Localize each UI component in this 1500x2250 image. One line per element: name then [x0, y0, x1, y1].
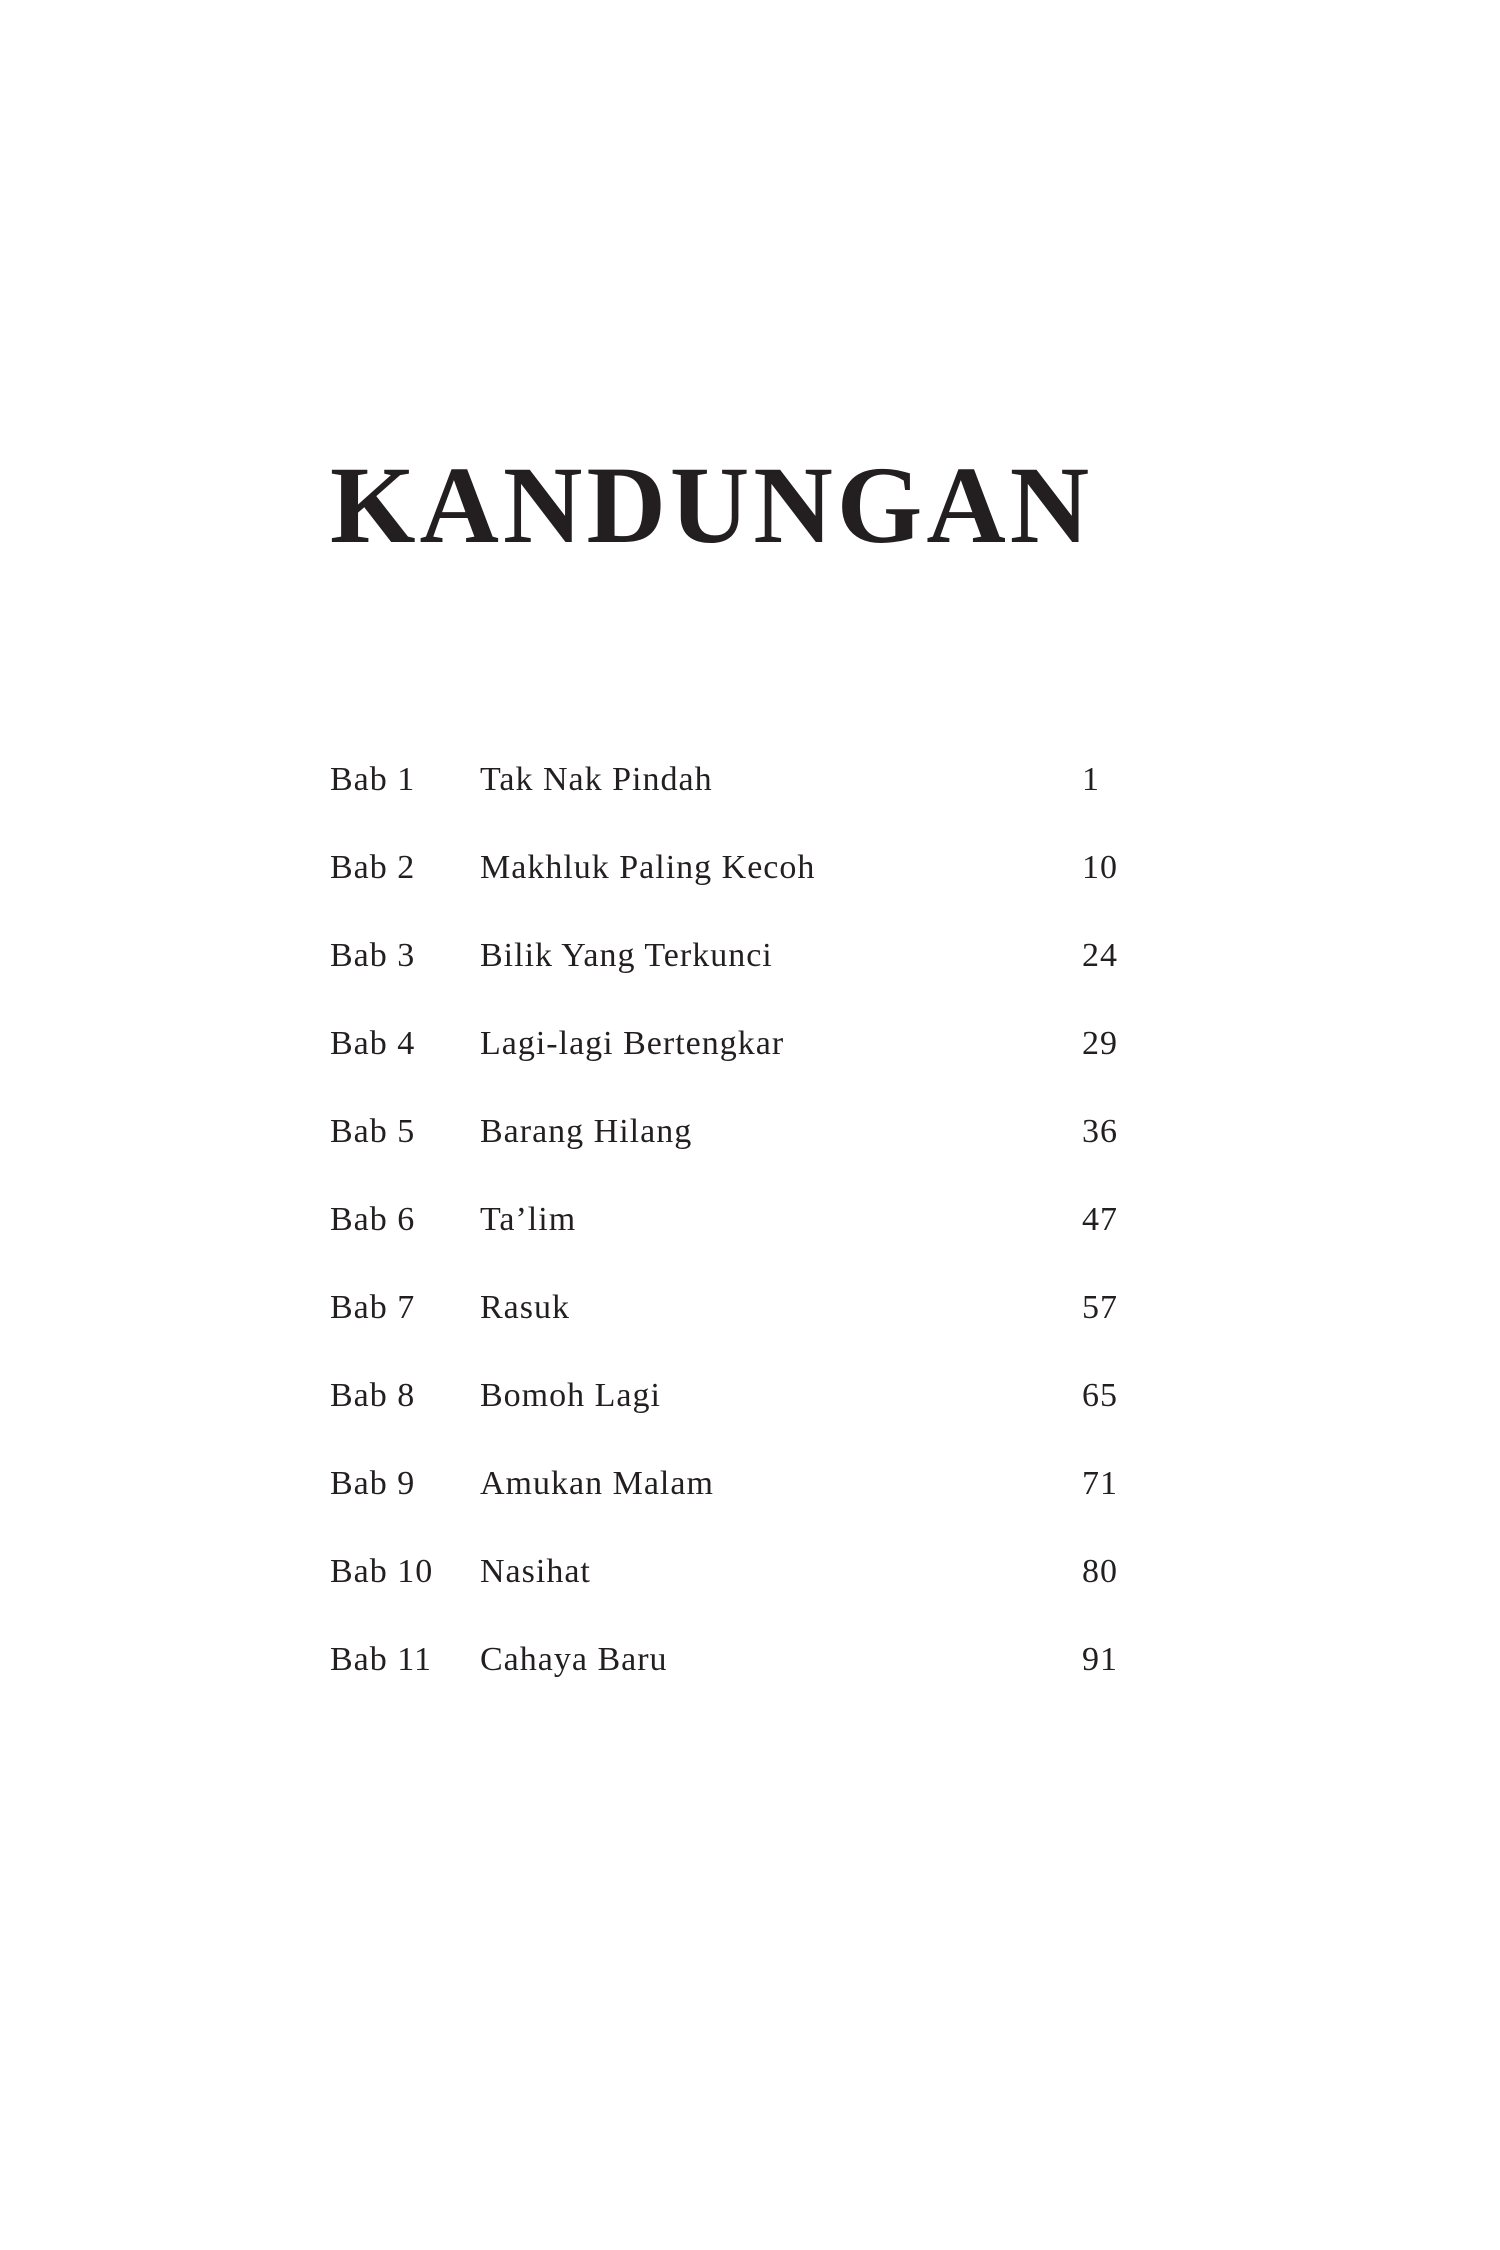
toc-entry	[330, 843, 1130, 931]
toc-chapter-label: Bab 5	[330, 1113, 416, 1150]
toc-page-number: 1	[1082, 761, 1100, 798]
toc-chapter-label: Bab 6	[330, 1201, 416, 1238]
table-of-contents	[330, 755, 1130, 1723]
toc-chapter-title: Ta’lim	[480, 1201, 577, 1238]
toc-chapter-title: Nasihat	[480, 1553, 591, 1590]
toc-chapter-title: Bilik Yang Terkunci	[480, 937, 773, 974]
toc-chapter-title: Rasuk	[480, 1289, 570, 1326]
toc-page-number: 65	[1082, 1377, 1118, 1414]
toc-entry	[330, 1107, 1130, 1195]
toc-chapter-label: Bab 1	[330, 761, 416, 798]
toc-entry	[330, 1547, 1130, 1635]
toc-chapter-label: Bab 7	[330, 1289, 416, 1326]
toc-entry	[330, 1371, 1130, 1459]
toc-page-number: 80	[1082, 1553, 1118, 1590]
toc-chapter-label: Bab 9	[330, 1465, 416, 1502]
toc-chapter-title: Tak Nak Pindah	[480, 761, 713, 798]
toc-chapter-title: Amukan Malam	[480, 1465, 714, 1502]
page-title: KANDUNGAN	[330, 444, 1094, 566]
toc-entry	[330, 1195, 1130, 1283]
toc-chapter-title: Makhluk Paling Kecoh	[480, 849, 816, 886]
toc-page-number: 36	[1082, 1113, 1118, 1150]
toc-page-number: 91	[1082, 1641, 1118, 1678]
toc-entry	[330, 1019, 1130, 1107]
toc-page-number: 47	[1082, 1201, 1118, 1238]
toc-chapter-label: Bab 8	[330, 1377, 416, 1414]
toc-entry	[330, 1283, 1130, 1371]
toc-page-number: 24	[1082, 937, 1118, 974]
toc-chapter-label: Bab 2	[330, 849, 416, 886]
toc-chapter-label: Bab 4	[330, 1025, 416, 1062]
toc-chapter-label: Bab 10	[330, 1553, 434, 1590]
toc-entry	[330, 1635, 1130, 1723]
toc-entry	[330, 1459, 1130, 1547]
toc-chapter-title: Bomoh Lagi	[480, 1377, 661, 1414]
toc-page-number: 71	[1082, 1465, 1118, 1502]
toc-chapter-label: Bab 3	[330, 937, 416, 974]
toc-page-number: 10	[1082, 849, 1118, 886]
toc-chapter-title: Barang Hilang	[480, 1113, 693, 1150]
toc-chapter-title: Cahaya Baru	[480, 1641, 668, 1678]
toc-entry	[330, 755, 1130, 843]
toc-page-number: 29	[1082, 1025, 1118, 1062]
toc-chapter-title: Lagi-lagi Bertengkar	[480, 1025, 785, 1062]
toc-page-number: 57	[1082, 1289, 1118, 1326]
toc-chapter-label: Bab 11	[330, 1641, 433, 1678]
toc-entry	[330, 931, 1130, 1019]
